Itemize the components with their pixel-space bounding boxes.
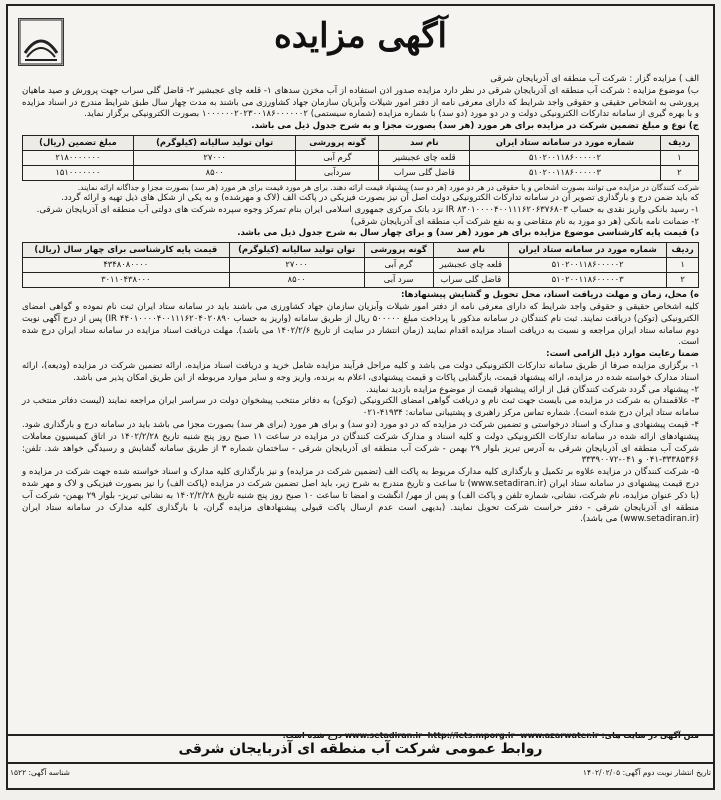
footer-band: روابط عمومی شرکت آب منطقه ای آذربایجان شرقی xyxy=(6,734,715,764)
table-row xyxy=(23,165,699,180)
guarantee-item-1: ۱- رسید بانکی واریز نقدی به حساب IR ۸۳۰۱۰۰۰۰۴۰۰۱۱۱۶۲۰۶۳۷۶۸۰۳ نزد بانک مرکزی جمهوری اسلامی ایران بنام تمرکز وجوه سپرده شرکت های دولتی آب منطقه ای آذربایجان شرقی. xyxy=(36,204,699,215)
table-cell: ۱۵۱۰۰۰۰۰۰۰ xyxy=(23,165,134,180)
rule-2: ۲- پیشنهاد می گردد شرکت کنندگان قبل از ارائه پیشنهاد قیمت از موضوع مزایده بازدید نمایند. xyxy=(366,384,699,395)
table-header-cell: نام سد xyxy=(379,135,470,150)
table-header-cell: قیمت پایه کارشناسی برای چهار سال (ریال) xyxy=(23,243,230,258)
base-price-table xyxy=(22,242,699,288)
table-header-cell: توان تولید سالیانه (کیلوگرم) xyxy=(229,243,364,258)
table-header-cell: شماره مورد در سامانه ستاد ایران xyxy=(470,135,660,150)
guarantee-text: که باید ضمن درج و بارگذاری تصویر آن در سامانه تدارکات الکترونیکی دولت اصل آن نیز بصورت فیزیکی در پاکت الف (لاک و مهرشده) و به یکی از شکل های ذیل تهیه و ارائه گردد. xyxy=(61,192,699,203)
table1-note: شرکت کنندگان در مزایده می توانند بصورت اشخاص و یا حقوقی در هر دو مورد (هر دو سد) پیشنهاد قیمت ارائه دهند. برای هر مورد قیمت برای هر مورد (هر سد) بصورت مجزا و جداگانه ارائه نمایند. xyxy=(77,182,699,192)
notice-frame xyxy=(6,4,715,790)
table-cell: ۵۱۰۲۰۰۱۱۸۶۰۰۰۰۰۳ xyxy=(470,165,660,180)
table-row xyxy=(23,150,699,165)
publish-date: تاریخ انتشار نوبت دوم آگهی: ۱۴۰۲/۰۲/۰۵ xyxy=(582,768,711,777)
table-header-cell: گونه پرورشی xyxy=(296,135,379,150)
page-title: آگهی مزایده xyxy=(273,16,448,56)
table-cell: ۲۷۰۰۰ xyxy=(133,150,296,165)
table-cell: قاضل گلی سراب xyxy=(433,273,509,288)
section-h-title: ه) محل، زمان و مهلت دریافت اسناد، محل تحویل و گشایش پیشنهادها: xyxy=(401,290,699,301)
table-cell: سردآبی xyxy=(296,165,379,180)
table-cell: ۲ xyxy=(660,165,698,180)
table-header-cell: ردیف xyxy=(667,243,699,258)
sites-line: متن آگهی در سایت های: www.setadiran.ir ‌‌ http://iets.mporg.ir ‌‌ www.azarwater.ir درج شده است. xyxy=(282,731,699,740)
section-a: الف ) مزایده گزار : شرکت آب منطقه ای آذربایجان شرقی xyxy=(490,74,699,84)
table-row xyxy=(23,273,699,288)
table-cell: سرد آبی xyxy=(364,273,433,288)
section-h-text: کلیه اشخاص حقیقی و حقوقی واجد شرایط که دارای معرفی نامه از دفتر امور شیلات وآبزیان سازمان جهاد کشاورزی می باشند باید در سامانه ستاد ایران ثبت نام نموده و گواهی امضای الکترونیکی (توکن) دریافت نمایند. ثبت نام کنندگان در سامانه مذکور با پرداخت مبلغ ۵۰۰۰۰۰ ریال از طریق سامانه (واریز به حساب IR ۴۴۰۱۰۰۰۰۴۰۰۱۱۱۶۲۰۴۰۲۰۸۹۰) پس از درج آگهی نوبت دوم سامانه ستاد ایران مراجعه و نسبت به دریافت اسناد مزایده اقدام نمایند (زمان انتشار در سایت از تاریخ ۱۴۰۲/۲/۶ می باشد). مهلت دریافت اسناد مزایده در سامانه ستاد ایران درج شده است. xyxy=(22,301,699,348)
rule-1: ۱- برگزاری مزایده صرفا از طریق سامانه تدارکات الکترونیکی دولت می باشد و کلیه مراحل فرآیند مزایده شامل خرید و دریافت اسناد مزایده، ارائه تضمین شرکت در مزایده (ودیعه)، ارائه اسناد مدارک خواسته شده در مزایده، ارائه پیشنهاد قیمت، بازگشایی پاکات و قیمت پیشنهادی، اعلام به برنده، واریز وجه و سایر موارد مربوطه از این طریق امکان پذیر می باشد. xyxy=(22,360,699,383)
guarantee-table xyxy=(22,135,699,181)
table-header-cell: نام سد xyxy=(433,243,509,258)
section-b: ب) موضوع مزایده : شرکت آب منطقه ای آذربایجان شرقی در نظر دارد مزایده صدور اذن استفاده از آب مخزن سدهای ۱- قلعه چای عجبشیر ۲- قاضل گلی سراب جهت پرورش و صید ماهیان پرورشی به اشخاص حقیقی و حقوقی واجد شرایط که دارای معرفی نامه از دفتر امور شیلات وآبزیان سازمان جهاد کشاورزی می باشند به مدت چهار سال طبق شرایط مندرج در اسناد مزایده و با بهره گیری از سامانه تدارکات الکترونیکی دولت و در دو مورد (دو سد) با شماره مزایده (شماره سیستمی) ۱۰۰۰۰۰۰۲۰۲۳۰۰۱۸۶۰۰۰۰۰۰۲ بصورت الکترونیکی برگزار نماید. xyxy=(22,85,699,120)
table-header-cell: توان تولید سالیانه (کیلوگرم) xyxy=(133,135,296,150)
table-cell: ۱ xyxy=(667,258,699,273)
table-header-cell: شماره مورد در سامانه ستاد ایران xyxy=(509,243,667,258)
table-cell: ۴۳۴۸۰۸۰۰۰۰ xyxy=(23,258,230,273)
table-cell: ۸۵۰۰ xyxy=(229,273,364,288)
notice-id: شناسه آگهی: ۱۵۲۲ xyxy=(10,768,70,777)
table-header-cell: گونه پرورشی xyxy=(364,243,433,258)
table-cell: ۵۱۰۲۰۰۱۱۸۶۰۰۰۰۰۳ xyxy=(509,273,667,288)
section-d-title: د) قیمت پایه کارشناسی موضوع مزایده برای هر مورد (هر سد) و برای چهار سال به شرح جدول ذیل می باشد. xyxy=(237,228,699,239)
section-c-title: ج) نوع و مبلغ تضمین شرکت در مزایده برای هر مورد (هر سد) بصورت مجزا و به شرح جدول ذیل می باشد. xyxy=(251,121,699,132)
notice-body xyxy=(22,74,699,526)
rule-3: ۳- علاقمندان به شرکت در مزایده می بایست جهت ثبت نام و دریافت گواهی امضای الکترونیکی (توکن) به دفاتر منتخب پیشخوان دولت در سراسر ایران مراجعه نمایند (لیست دفاتر منتخب در سامانه ستاد ایران درج شده است). شماره تماس مرکز راهبری و پشتیبانی سامانه: ۴۱۹۳۴-۰۲۱ xyxy=(22,396,699,419)
section-z-title: ضمنا رعایت موارد ذیل الزامی است: xyxy=(546,349,699,360)
table-cell: قلعه چای عجبشیر xyxy=(433,258,509,273)
rule-4: ۴- قیمت پیشنهادی و مدارک و اسناد درخواستی و تضمین شرکت در مزایده که در دو مورد (دو سد) و برای هر مورد (برای هر سد) بصورت مجزا می باشد باید در سامانه درج و بارگذاری شود. پیشنهادهای ارائه شده در سامانه تدارکات الکترونیکی دولت و کلیه اسناد و مدارک شرکت کنندگان در مزایده در ساعت ۱۱ صبح روز پنج شنبه تاریخ ۱۴۰۲/۲/۲۸ در اتاق کمیسیون معاملات شرکت آب منطقه ای آذربایجان شرقی به آدرس تبریز بلوار ۲۹ بهمن - شرکت آب منطقه ای آذربایجان شرقی - ساختمان شماره ۳ از طریق سامانه گشایش و رسیدگی خواهد شد. تلفن: ۳۳۳۸۵۳۶۶-۰۴۱ و ۰۴۱-۳۳۳۹۰۰۷۲ xyxy=(22,419,700,466)
table-cell: ۸۵۰۰ xyxy=(133,165,296,180)
guarantee-item-2: ۲- ضمانت نامه بانکی (هر دو مورد به نام متقاضی و به نفع شرکت آب منطقه ای آذربایجان شرقی) xyxy=(350,216,699,227)
table-cell: گرم آبی xyxy=(296,150,379,165)
table-cell: گرم آبی xyxy=(364,258,433,273)
table-header-cell: ردیف xyxy=(660,135,698,150)
table-cell: ۲۷۰۰۰ xyxy=(229,258,364,273)
table-cell: ۳۰۱۱۰۴۳۸۰۰۰ xyxy=(23,273,230,288)
table-header-cell: مبلغ تضمین (ریال) xyxy=(23,135,134,150)
table-cell: ۲ xyxy=(667,273,699,288)
table-row xyxy=(23,258,699,273)
table-cell: قلعه چای عجبشیر xyxy=(379,150,470,165)
table-cell: ۵۱۰۲۰۰۱۱۸۶۰۰۰۰۰۲ xyxy=(509,258,667,273)
table-cell: قاضل گلی سراب xyxy=(379,165,470,180)
table-cell: ۲۱۸۰۰۰۰۰۰۰ xyxy=(23,150,134,165)
rule-5: ۵- شرکت کنندگان در مزایده علاوه بر تکمیل و بارگذاری کلیه مدارک مربوط به پاکت الف (تضمین شرکت در مزایده) و نیز بارگذاری کلیه مدارک و اسناد خواسته شده جهت شرکت در مزایده و درج قیمت پیشنهادی در سامانه ستاد ایران (www.setadiran.ir) تا ساعت و تاریخ مندرج به شرح زیر، باید اصل تضمین شرکت در مزایده (پاکت الف) را نیز بصورت فیزیکی و لاک و مهر شده (با ذکر عنوان مزایده، نام شرکت، نشانی، شماره تلفن و پاکت الف) و پس از مهر/ انگشت و امضا تا ساعت ۱۰ صبح روز پنج شنبه تاریخ ۱۴۰۲/۲/۲۸ به نشانی تبریز- بلوار ۲۹ بهمن- شرکت آب منطقه ای آذربایجان شرقی - دفتر حراست شرکت تحویل نمایند. (بدیهی است عدم ارسال پاکت قبولی پیشنهادهای مزایده گران، با بارگذاری کلیه مدارک در سامانه ستاد ایران (www.setadiran.ir) می باشد). xyxy=(22,467,700,525)
table-cell: ۵۱۰۲۰۰۱۱۸۶۰۰۰۰۰۲ xyxy=(470,150,660,165)
table-cell: ۱ xyxy=(660,150,698,165)
